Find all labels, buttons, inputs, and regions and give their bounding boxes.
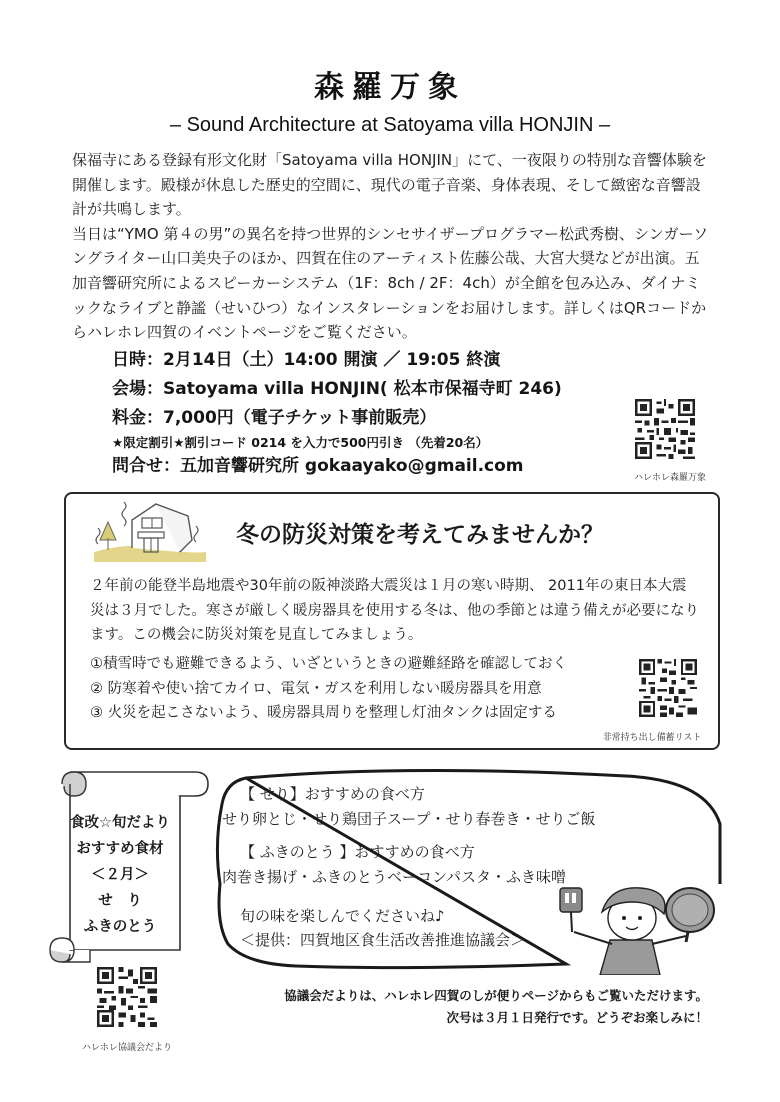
scroll-line: ＜２月＞ (91, 867, 149, 883)
page-subtitle: – Sound Architecture at Satoyama villa HONJIN – (169, 114, 611, 136)
scroll-line: 食改☆旬だより (70, 815, 170, 831)
event-discount: ★限定割引★割引コード 0214 を入力で500円引き （先着20名） (112, 435, 489, 450)
qr-code-event[interactable] (634, 398, 696, 460)
event-fee: 料金：7,000円（電子チケット事前販売） (112, 408, 437, 428)
intro-paragraph: 保福寺にある登録有形文化財「Satoyama villa HONJIN」にて、一夜限りの特別な音響体験を開催します。殿様が休息した歴史的空間に、現代の電子音楽、身体表現、そして緻密な音響設計が共鳴します。 (72, 151, 707, 219)
qr-code-icon (639, 659, 697, 717)
qr-code-icon (97, 967, 157, 1027)
footer-line: 協議会だよりは、ハレホレ四賀のしが便りページからもご覧いただけます。 (284, 988, 708, 1003)
closing-message: 旬の味を楽しんでくださいね♪ (240, 907, 445, 925)
intro-paragraph: 当日は“YMO 第４の男”の異名を持つ世界的シンセサイザープログラマー松武秀樹、シンガーソングライター山口美央子のほか、四賀在住のアーティスト佐藤公哉、大宮大奨などが出演。五加音響研究所によるスピーカーシステム（1F：8ch / 2F：4ch）が全館を包み込み、ダイナミックなライブと静謐（せいひつ）なインスタレーションをお届けします。詳しくはQRコードからハレホレ四賀のイベントページをご覧ください。 (72, 224, 709, 342)
qr-label-stockpile: 非常持ち出し備蓄リスト (602, 733, 702, 743)
checklist-item: ①積雪時でも避難できるよう、いざというときの避難経路を確認しておく (90, 656, 567, 672)
scroll-line: おすすめ食材 (76, 841, 164, 857)
fuki-heading: 【 ふきのとう 】おすすめの食べ方 (240, 843, 475, 861)
disaster-checklist (90, 652, 650, 726)
footer-line: 次号は３月１日発行です。どうぞお楽しみに！ (446, 1010, 708, 1025)
event-venue: 会場：Satoyama villa HONJIN( 松本市保福寺町 246) (112, 379, 562, 399)
disaster-body: ２年前の能登半島地震や30年前の阪神淡路大震災は１月の寒い時期、 2011年の東日本大震災は３月でした。寒さが厳しく暖房器具を使用する冬は、他の季節とは違う備えが必要になります。この機会に防災対策を見直してみましょう。 (90, 578, 699, 643)
qr-label-newsletter: ハレホレ協議会だより (81, 1043, 172, 1053)
cook-woman-icon (540, 880, 720, 975)
event-contact: 問合せ：五加音響研究所 gokaayako@gmail.com (112, 456, 524, 476)
event-datetime: 日時：2月14日（土）14:00 開演 ／ 19:05 終演 (112, 350, 501, 370)
fuki-dishes: 肉巻き揚げ・ふきのとうベーコンパスタ・ふき味噌 (222, 868, 566, 886)
seri-heading: 【 せり】おすすめの食べ方 (240, 785, 425, 803)
scroll-line: せ り (98, 893, 142, 909)
seri-dishes: せり卵とじ・せり鶏団子スープ・せり春巻き・せりご飯 (222, 810, 596, 828)
event-info (112, 346, 622, 481)
checklist-item: ② 防寒着や使い捨てカイロ、電気・ガスを利用しない暖房器具を用意 (90, 680, 542, 697)
page-title: 森羅万象 (314, 70, 466, 105)
provider-credit: ＜提供：四賀地区食生活改善推進協議会＞ (240, 931, 526, 949)
footer-note (284, 985, 708, 1029)
intro-text (72, 148, 712, 345)
disaster-title: 冬の防災対策を考えてみませんか？ (236, 522, 604, 548)
qr-label-event: ハレホレ森羅万象 (633, 473, 706, 483)
scroll-line: ふきのとう (83, 919, 157, 935)
qr-code-stockpile[interactable] (638, 658, 698, 718)
qr-code-newsletter[interactable] (96, 966, 158, 1028)
earthquake-house-icon (88, 500, 208, 562)
seasonal-food-scroll (52, 810, 188, 940)
disaster-prevention-box (64, 492, 720, 750)
qr-code-icon (635, 399, 695, 459)
checklist-item: ③ 火災を起こさないよう、暖房器具周りを整理し灯油タンクは固定する (90, 705, 557, 721)
